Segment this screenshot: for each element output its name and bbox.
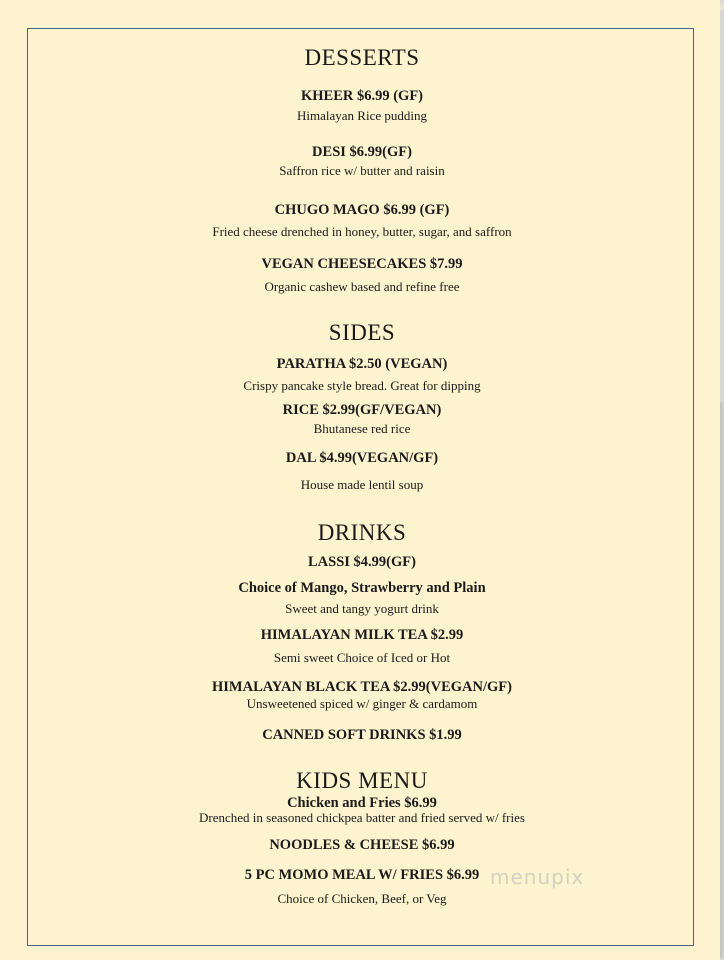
- menu-item-lassi-choices: Choice of Mango, Strawberry and Plain: [238, 580, 486, 596]
- menu-item-rice: RICE $2.99(GF/VEGAN): [282, 402, 442, 418]
- menu-item-noodles-and-cheese: NOODLES & CHEESE $6.99: [269, 837, 455, 853]
- menu-item-chugo-mago: CHUGO MAGO $6.99 (GF): [274, 202, 450, 218]
- menu-item-desi-desc: Saffron rice w/ butter and raisin: [279, 163, 445, 178]
- menu-item-chicken-and-fries: Chicken and Fries $6.99: [287, 795, 437, 811]
- section-title-desserts: DESSERTS: [304, 45, 420, 70]
- menu-item-lassi-desc: Sweet and tangy yogurt drink: [285, 601, 439, 616]
- menu-item-himalayan-black-tea: HIMALAYAN BLACK TEA $2.99(VEGAN/GF): [212, 679, 512, 695]
- menupix-watermark: menupix: [490, 865, 585, 889]
- menu-item-himalayan-black-tea-desc: Unsweetened spiced w/ ginger & cardamom: [246, 696, 478, 711]
- menu-item-dal-desc: House made lentil soup: [300, 477, 424, 492]
- menu-item-dal: DAL $4.99(VEGAN/GF): [285, 450, 439, 466]
- menu-item-momo-meal: 5 PC MOMO MEAL W/ FRIES $6.99: [244, 867, 480, 883]
- menu-item-himalayan-milk-tea-desc: Semi sweet Choice of Iced or Hot: [273, 650, 451, 665]
- menu-item-vegan-cheesecakes-desc: Organic cashew based and refine free: [264, 279, 460, 294]
- menu-item-canned-soft-drinks: CANNED SOFT DRINKS $1.99: [262, 727, 462, 743]
- menu-item-lassi: LASSI $4.99(GF): [308, 554, 416, 570]
- menu-item-rice-desc: Bhutanese red rice: [313, 421, 411, 436]
- menu-item-paratha: PARATHA $2.50 (VEGAN): [276, 356, 448, 372]
- menu-item-kheer-desc: Himalayan Rice pudding: [297, 108, 427, 123]
- menu-item-desi: DESI $6.99(GF): [312, 144, 412, 160]
- menu-item-chugo-mago-desc: Fried cheese drenched in honey, butter, sugar, and saffron: [212, 224, 512, 239]
- scrollbar[interactable]: [720, 402, 723, 958]
- section-title-sides: SIDES: [328, 320, 396, 345]
- menu-item-vegan-cheesecakes: VEGAN CHEESECAKES $7.99: [261, 256, 463, 272]
- menu-item-momo-meal-desc: Choice of Chicken, Beef, or Veg: [277, 891, 447, 906]
- menu-item-paratha-desc: Crispy pancake style bread. Great for dipping: [243, 378, 481, 393]
- section-title-kids-menu: KIDS MENU: [296, 768, 428, 793]
- section-title-drinks: DRINKS: [317, 520, 407, 545]
- menu-item-chicken-and-fries-desc: Drenched in seasoned chickpea batter and fried served w/ fries: [199, 810, 525, 825]
- menu-item-himalayan-milk-tea: HIMALAYAN MILK TEA $2.99: [260, 627, 464, 643]
- menu-item-kheer: KHEER $6.99 (GF): [300, 88, 424, 104]
